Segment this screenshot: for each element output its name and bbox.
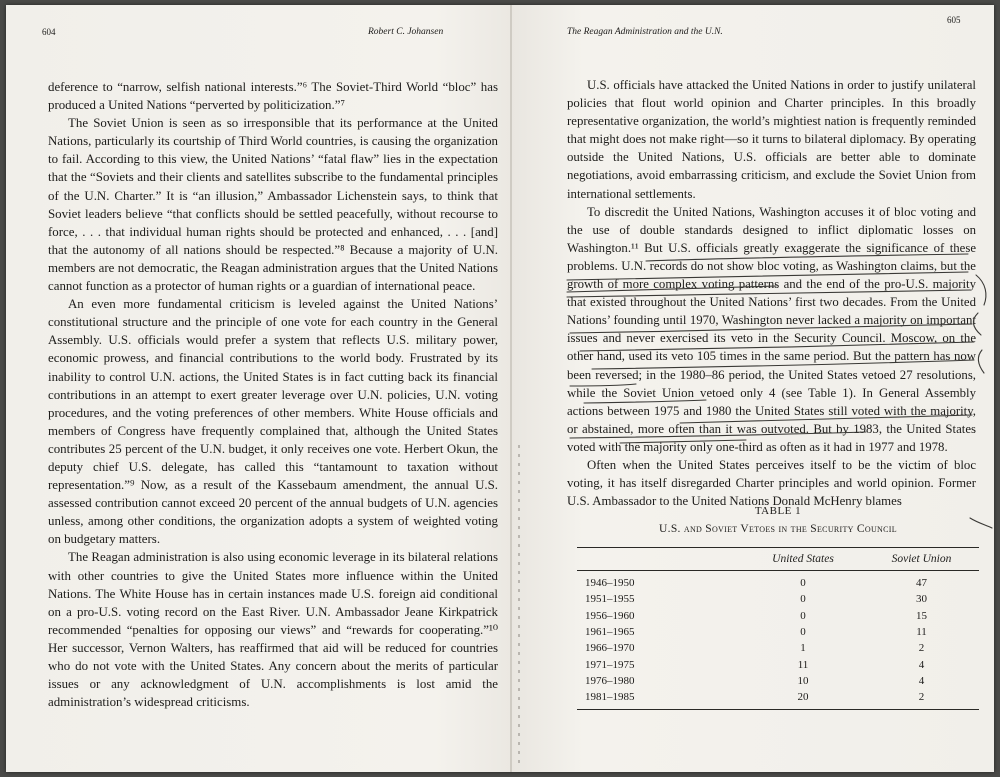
- table-row: [577, 575, 979, 591]
- table-row: [577, 656, 979, 672]
- left-paragraph: The Soviet Union is seen as so irresponsible that its performance at the United Nations, particularly its courtship of Third World countries, is causing the organization to fail. According to this view, the United Nations’ “fatal flaw” lies in the expectation that the “Soviets and their clients and satellites subscribe to the fundamental principles of the U.N. Charter.” It is “an illusion,” Ambassador Lichenstein says, to think that Soviet leaders believe “that conflicts should be settled peacefully, without recourse to force, . . . that individual human rights should be protected and enhanced, . . . [and] that the autonomy of all nations should be respected.”⁸ Because a majority of U.N. members are not democratic, the Reagan administration argues that the United Nations cannot function as a protector of human rights or a guardian of international peace.: [48, 116, 498, 294]
- right-paragraph: U.S. officials have attacked the United Nations in order to justify unilateral policies that flout world opinion and Charter principles. In this broadly representative organization, the world’s mightiest nation is frequently reminded that might does not make right—so it turns to bilateral diplomacy. By operating outside the United Nations, U.S. officials are better able to dominate negotiations, avoid embarrassing criticism, and exclude the Soviet Union from international settlements.: [567, 78, 976, 201]
- us-veto-cell: 0: [800, 577, 806, 590]
- book-spread: [6, 5, 994, 772]
- us-veto-cell: 20: [797, 691, 809, 704]
- us-veto-cell: 10: [797, 674, 809, 687]
- ussr-veto-cell: 11: [916, 626, 927, 639]
- period-cell: 1946–1950: [585, 577, 635, 590]
- left-paragraph: An even more fundamental criticism is leveled against the United Nations’ constitutional structure and the principle of one vote for each country in the General Assembly. U.S. officials would prefer a system that reflects U.S. military power, economic prowess, and financial contributions to the world body. Frustrated by its inability to control U.N. actions, the United States is in fact cutting back its financial contributions in an attempt to exert greater leverage over U.N. policies, U.N. voting procedures, and the voting preferences of other members. White House officials and members of Congress have frequently complained that, although the United States contributes 25 percent of the U.N. budget, it only receives one vote. Herbert Okun, the deputy chief U.S. delegate, has called this “tantamount to taxation without representation.”⁹ Now, as a result of the Kassebaum amendment, the annual U.S. assessed contribution cannot exceed 20 percent of the annual budgets of U.N. agencies unless, among other conditions, the organization adopts a system of weighted voting on budgetary matters.: [48, 297, 498, 547]
- left-paragraph: deference to “narrow, selfish national interests.”⁶ The Soviet-Third World “bloc” has produced a United Nations “perverted by politicization.”⁷: [48, 80, 498, 113]
- us-veto-cell: 11: [797, 658, 809, 671]
- gutter-shadow: [518, 445, 520, 765]
- table-header-row: [577, 548, 979, 570]
- ussr-veto-cell: 47: [916, 577, 927, 590]
- table-row: [577, 689, 979, 705]
- period-cell: 1966–1970: [585, 642, 635, 655]
- table-row: [577, 591, 979, 607]
- column-header-us: United States: [772, 553, 834, 565]
- left-running-head: Robert C. Johansen: [368, 27, 444, 37]
- period-cell: 1956–1960: [585, 609, 635, 622]
- left-body-text: [48, 78, 498, 711]
- table-row: [577, 608, 979, 624]
- left-paragraph: The Reagan administration is also using economic leverage in its bilateral relations with other countries to give the United States more influence within the United Nations. The White House has in certain instances made U.S. foreign aid conditional on a pro-U.S. voting record on the East River. U.N. Ambassador Jeane Kirkpatrick recommended “penalties for opposing our views” and “rewards for cooperating.”¹⁰ Her successor, Vernon Walters, has reaffirmed that aid will be reduced for countries who do not vote with the United States. Any concern about the merits of particular issues or any acknowledgment of U.N. accomplishments is lost amid the administration’s widespread criticisms.: [48, 550, 498, 710]
- period-cell: 1971–1975: [585, 658, 635, 671]
- period-cell: 1981–1985: [585, 691, 635, 704]
- period-cell: 1961–1965: [585, 626, 635, 639]
- veto-table: [577, 505, 979, 710]
- ussr-veto-cell: 4: [918, 674, 925, 687]
- table-row: [577, 624, 979, 640]
- right-page-number: 605: [947, 15, 961, 25]
- table-row: [577, 673, 979, 689]
- ussr-veto-cell: 2: [918, 642, 925, 655]
- column-header-ussr: Soviet Union: [891, 553, 952, 565]
- us-veto-cell: 0: [800, 626, 806, 639]
- right-paragraph: Often when the United States perceives itself to be the victim of bloc voting, it has itself disregarded Charter principles and world opinion. Former U.S. Ambassador to the United Nations Donald McHenry blames: [567, 457, 976, 509]
- table-body: [577, 575, 979, 705]
- table-bottom-rule: [577, 709, 979, 710]
- us-veto-cell: 0: [800, 593, 806, 606]
- right-running-head: The Reagan Administration and the U.N.: [567, 27, 723, 37]
- gutter: [510, 5, 512, 772]
- ussr-veto-cell: 15: [916, 609, 927, 622]
- us-veto-cell: 1: [800, 642, 806, 655]
- right-paragraph: To discredit the United Nations, Washington accuses it of bloc voting and the use of double standards designed to inflict diplomatic losses on Washington.¹¹ But U.S. officials greatly exaggerate the significance of these problems. U.N. records do not show bloc voting, as Washington claims, but the growth of more complex voting patterns and the end of the pro-U.S. majority that existed throughout the United Nations’ first two decades. From the United Nations’ founding until 1970, Washington never lacked a majority on important issues and never exercised its veto in the Security Council. Moscow, on the other hand, used its veto 105 times in the same period. But the pattern has now been reversed; in the 1980–86 period, the United States vetoed 27 resolutions, while the Soviet Union vetoed only 4 (see Table 1). In General Assembly actions between 1975 and 1980 the United States still voted with the majority, or abstained, more often than it was outvoted. But by 1983, the United States voted with the majority only one-third as often as it had in 1977 and 1978.: [567, 204, 976, 454]
- period-cell: 1951–1955: [585, 593, 635, 606]
- left-page-number: 604: [42, 27, 56, 37]
- table-header-rule: [577, 570, 979, 571]
- ussr-veto-cell: 30: [916, 593, 927, 606]
- table-row: [577, 640, 979, 656]
- us-veto-cell: 0: [800, 609, 806, 622]
- table-title: U.S. and Soviet Vetoes in the Security Council: [659, 523, 897, 535]
- table-caption: TABLE 1: [754, 505, 802, 517]
- left-page: [6, 5, 511, 772]
- ussr-veto-cell: 2: [918, 691, 925, 704]
- right-body-text: [567, 76, 976, 510]
- ussr-veto-cell: 4: [918, 658, 925, 671]
- period-cell: 1976–1980: [585, 674, 635, 687]
